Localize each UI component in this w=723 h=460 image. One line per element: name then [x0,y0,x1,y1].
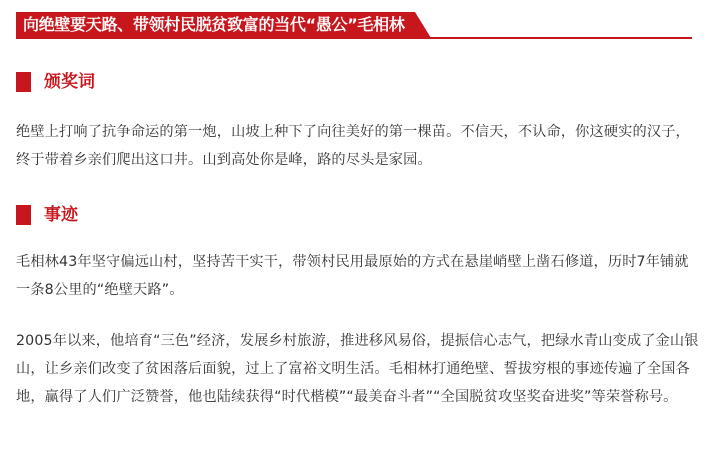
section-heading-label: 颁奖词 [44,72,95,92]
deeds-paragraph-2: 2005年以来，他培育“三色”经济，发展乡村旅游，推进移风易俗，提振信心志气，把绿水青山变成了金山银山，让乡亲们改变了贫困落后面貌，过上了富裕文明生活。毛相林打通绝壁、誓拔穷根的事迹传遍了全国各地，赢得了人们广泛赞誉，他也陆续获得“时代楷模”“最美奋斗者”“全国脱贫攻坚奖奋进奖”等荣誉称号。 [16,333,699,405]
section-heading-label: 事迹 [44,205,78,225]
title-underline [16,37,692,39]
article-title: 向绝壁要天路、带领村民脱贫致富的当代“愚公”毛相林 [16,12,415,38]
article-title-bar [16,12,692,40]
section-marker-icon [16,205,31,225]
award-speech-paragraph: 绝壁上打响了抗争命运的第一炮，山坡上种下了向往美好的第一棵苗。不信天，不认命，你这硬实的汉子，终于带着乡亲们爬出这口井。山到高处你是峰，路的尽头是家园。 [16,124,690,168]
section-heading-award-speech [16,71,95,93]
section-marker-icon [16,72,31,92]
deeds-paragraph-1: 毛相林43年坚守偏远山村，坚持苦干实干，带领村民用最原始的方式在悬崖峭壁上凿石修道，历时7年铺就一条8公里的“绝壁天路”。 [16,254,689,298]
section-heading-deeds [16,204,78,226]
